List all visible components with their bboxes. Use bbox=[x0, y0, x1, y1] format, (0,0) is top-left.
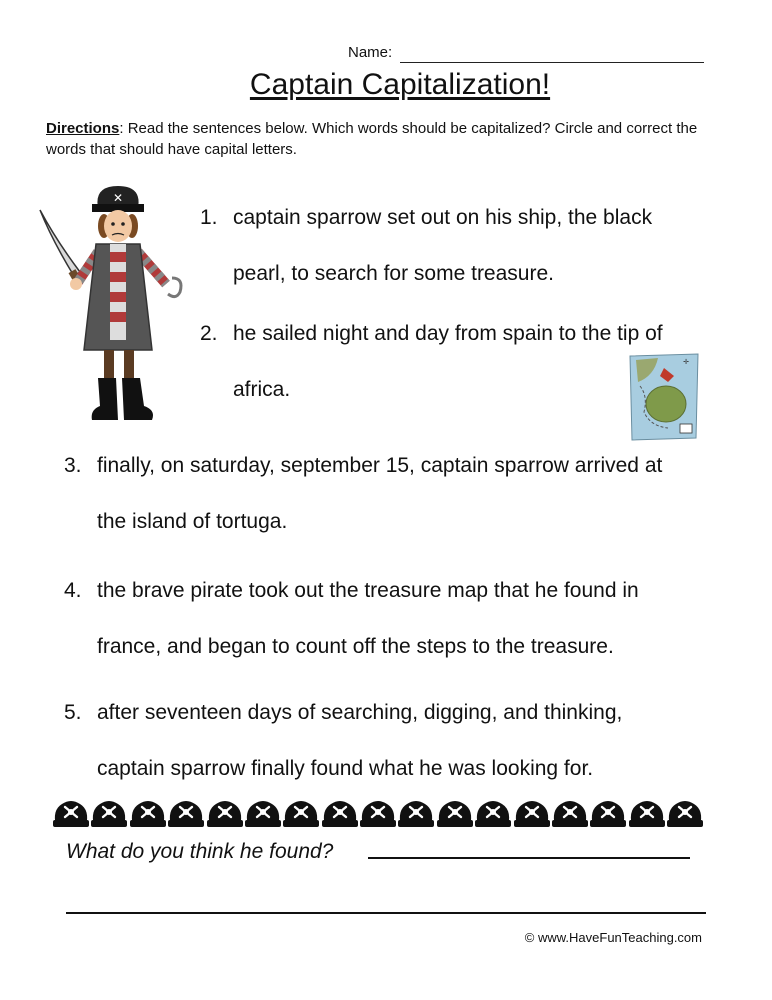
sentence-line: the brave pirate took out the treasure map that he found in bbox=[97, 579, 639, 602]
pirate-hat-icon bbox=[436, 796, 474, 828]
sentence-line: captain sparrow set out on his ship, the black bbox=[233, 206, 653, 229]
answer-line-2[interactable] bbox=[66, 912, 706, 914]
directions bbox=[46, 118, 736, 160]
pirate-illustration bbox=[34, 180, 204, 425]
sentence-line: pearl, to search for some treasure. bbox=[233, 262, 554, 285]
sentence-5 bbox=[64, 685, 744, 797]
sentence-number: 1. bbox=[200, 206, 218, 229]
sentence-line: france, and began to count off the steps to the treasure. bbox=[97, 635, 614, 658]
directions-text: : Read the sentences below. Which words should be capitalized? Circle and correct the words that should have capital letters. bbox=[46, 120, 698, 158]
pirate-hat-icon bbox=[589, 796, 627, 828]
sentence-number: 2. bbox=[200, 322, 218, 345]
answer-line[interactable] bbox=[368, 857, 690, 859]
pirate-hat-border bbox=[52, 796, 704, 828]
sentence-line: after seventeen days of searching, digging, and thinking, bbox=[97, 701, 623, 724]
pirate-hat-icon bbox=[321, 796, 359, 828]
pirate-hat-icon bbox=[359, 796, 397, 828]
sentence-line: the island of tortuga. bbox=[97, 510, 288, 533]
pirate-hat-icon bbox=[206, 796, 244, 828]
name-label: Name: bbox=[348, 44, 393, 61]
pirate-hat-icon bbox=[666, 796, 704, 828]
svg-text:✛: ✛ bbox=[683, 358, 689, 366]
question-prompt: What do you think he found? bbox=[66, 840, 334, 863]
sentence-1 bbox=[200, 190, 740, 302]
pirate-hat-icon bbox=[90, 796, 128, 828]
pirate-hat-icon bbox=[52, 796, 90, 828]
sentence-4 bbox=[64, 563, 744, 675]
pirate-hat-icon bbox=[167, 796, 205, 828]
pirate-hat-icon bbox=[244, 796, 282, 828]
copyright-text: © www.HaveFunTeaching.com bbox=[524, 930, 702, 945]
svg-text:✕: ✕ bbox=[112, 191, 124, 205]
sentence-line: he sailed night and day from spain to the tip of bbox=[233, 322, 663, 345]
pirate-hat-icon bbox=[282, 796, 320, 828]
directions-label: Directions bbox=[46, 120, 120, 137]
sentence-line: finally, on saturday, september 15, captain sparrow arrived at bbox=[97, 454, 663, 477]
pirate-hat-icon bbox=[551, 796, 589, 828]
page-title: Captain Capitalization! bbox=[249, 68, 551, 101]
sentence-line: africa. bbox=[233, 378, 291, 401]
sentence-3 bbox=[64, 438, 744, 550]
sentence-number: 3. bbox=[64, 454, 82, 477]
sentence-2 bbox=[200, 306, 740, 418]
pirate-hat-icon bbox=[513, 796, 551, 828]
pirate-hat-icon bbox=[129, 796, 167, 828]
sentence-number: 4. bbox=[64, 579, 82, 602]
sentence-number: 5. bbox=[64, 701, 82, 724]
sentence-line: captain sparrow finally found what he was looking for. bbox=[97, 757, 594, 780]
name-input-line[interactable] bbox=[400, 62, 704, 63]
pirate-hat-icon bbox=[628, 796, 666, 828]
pirate-hat-icon bbox=[474, 796, 512, 828]
pirate-hat-icon bbox=[397, 796, 435, 828]
